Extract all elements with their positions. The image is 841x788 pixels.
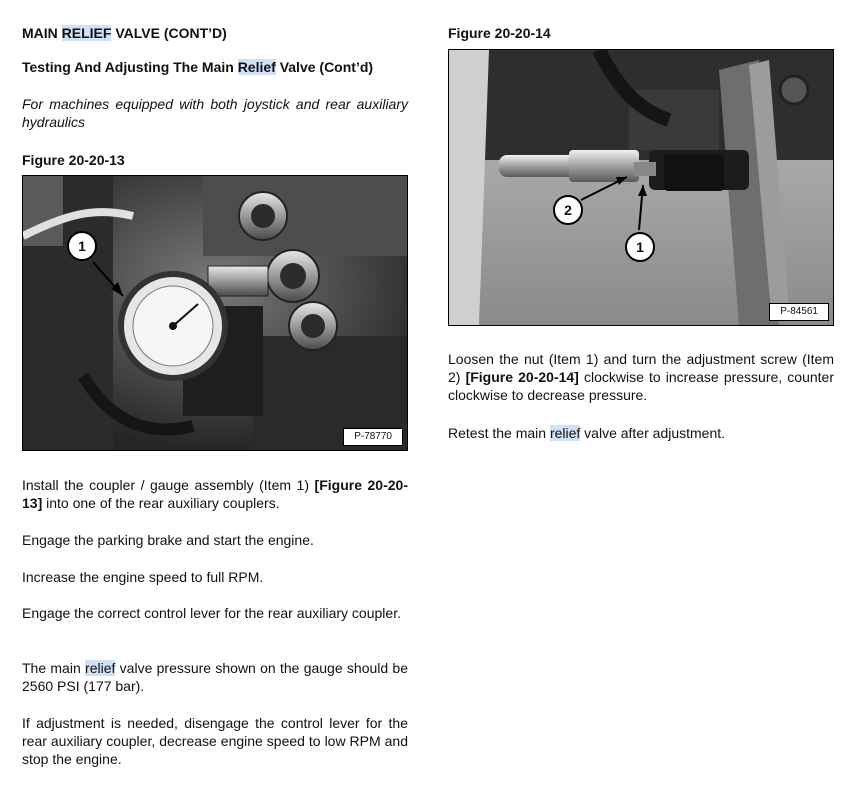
callout-marker: 1 [625, 232, 655, 262]
paragraph-adjustment-needed: If adjustment is needed, disengage the control lever for the rear auxiliary coupler, decrease engine speed to low RPM and stop the engine. [22, 715, 408, 767]
paragraph-loosen-nut: Loosen the nut (Item 1) and turn the adjustment screw (Item 2) [Figure 20-20-14] clockwise to increase pressure, counter clockwise to decrease pressure. [448, 351, 834, 403]
paragraph-control-lever: Engage the correct control lever for the rear auxiliary coupler. [22, 605, 401, 621]
callout-marker: 2 [553, 195, 583, 225]
callout-marker: 1 [67, 231, 97, 261]
figure-14-illustration [449, 50, 833, 325]
figure-13-photo [22, 175, 408, 451]
figure-13-illustration [23, 176, 407, 450]
photo-id-tag: P-78770 [343, 428, 403, 446]
figure-14-caption: Figure 20-20-14 [448, 25, 551, 41]
search-highlight: relief [549, 425, 581, 441]
search-highlight: RELIEF [61, 25, 112, 41]
paragraph-install: Install the coupler / gauge assembly (Item 1) [Figure 20-20-13] into one of the rear auxiliary couplers. [22, 477, 408, 511]
paragraph-engine-speed: Increase the engine speed to full RPM. [22, 569, 264, 585]
search-highlight: relief [85, 660, 116, 676]
intro-text: For machines equipped with both joystick and rear auxiliary hydraulics [22, 96, 408, 130]
paragraph-pressure: The main relief valve pressure shown on the gauge should be 2560 PSI (177 bar). [22, 660, 409, 694]
section-title: MAIN RELIEF VALVE (CONT’D) [22, 25, 227, 41]
figure-14-photo [448, 49, 834, 326]
paragraph-retest: Retest the main relief valve after adjustment. [448, 425, 726, 441]
figure-reference: [Figure 20-20-13] [22, 477, 408, 511]
subtitle: Testing And Adjusting The Main Relief Valve (Cont’d) [22, 59, 374, 75]
photo-id-tag: P-84561 [769, 303, 829, 321]
figure-reference: [Figure 20-20-14] [465, 369, 579, 385]
figure-13-caption: Figure 20-20-13 [22, 152, 125, 168]
search-highlight: Relief [237, 59, 276, 75]
paragraph-parking-brake: Engage the parking brake and start the engine. [22, 532, 314, 548]
